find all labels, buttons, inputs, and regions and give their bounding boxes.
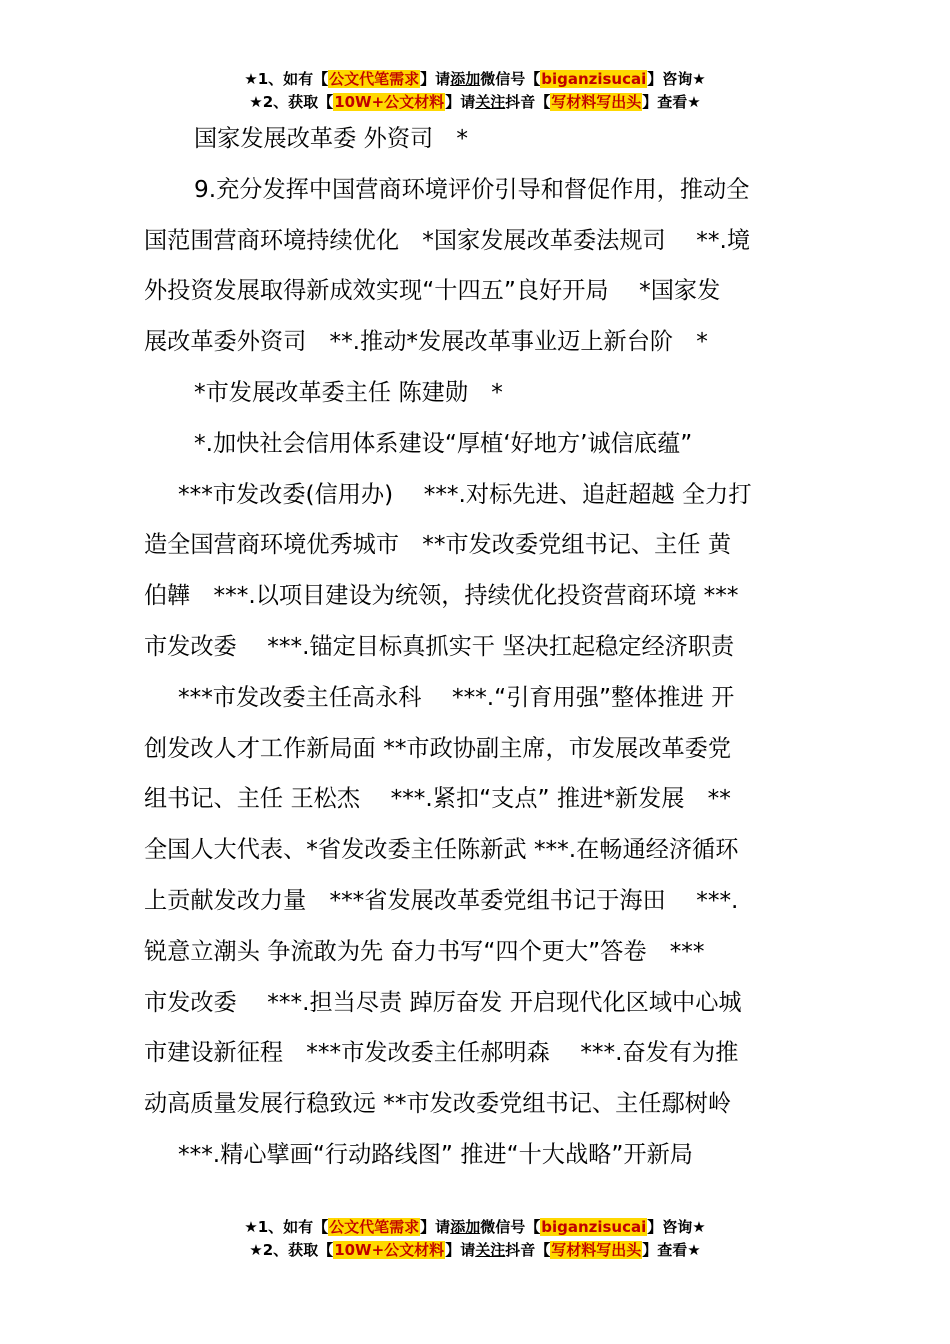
- body-line: 上贡献发改力量 ***省发展改革委党组书记于海田 ***.: [144, 886, 739, 914]
- banner-text: ★2、获取【: [249, 93, 334, 111]
- banner-text: 】咨询★: [647, 1218, 706, 1236]
- body-line: 市建设新征程 ***市发改委主任郝明森 ***.奋发有为推: [144, 1039, 739, 1067]
- underlined-text: 添加: [450, 70, 481, 88]
- body-line: 造全国营商环境优秀城市 **市发改委党组书记、主任 黄: [144, 531, 732, 559]
- body-line: *.加快社会信用体系建设“厚植‘好地方’诚信底蕴”: [194, 429, 693, 457]
- highlight-text: biganzisucai: [541, 70, 647, 88]
- banner-line-1: [0, 1216, 950, 1239]
- banner-text: 】请: [420, 1218, 451, 1236]
- highlight-text: 写材料写出头: [551, 93, 642, 111]
- banner-text: 】查看★: [642, 93, 701, 111]
- banner-text: 微信号【: [480, 70, 541, 88]
- banner-text: 】请: [445, 1241, 476, 1259]
- highlight-text: 公文代笔需求: [329, 1218, 420, 1236]
- header-banner: [0, 68, 950, 114]
- banner-text: ★1、如有【: [244, 1218, 329, 1236]
- body-line: 动高质量发展行稳致远 **市发改委党组书记、主任鄢树岭: [144, 1090, 732, 1118]
- highlight-text: 10W+公文材料: [334, 93, 445, 111]
- body-line: 市发改委 ***.锚定目标真抓实干 坚决扛起稳定经济职责: [144, 632, 735, 660]
- banner-text: 】请: [445, 93, 476, 111]
- highlight-text: 写材料写出头: [551, 1241, 642, 1259]
- banner-line-1: [0, 68, 950, 91]
- body-line: 创发改人才工作新局面 **市政协副主席，市发展改革委党: [144, 734, 732, 762]
- body-line: 外投资发展取得新成效实现“十四五”良好开局 *国家发: [144, 277, 721, 305]
- highlight-text: 10W+公文材料: [334, 1241, 445, 1259]
- highlight-text: 公文代笔需求: [329, 70, 420, 88]
- banner-text: 抖音【: [505, 1241, 551, 1259]
- banner-line-2: [0, 1239, 950, 1262]
- body-line: 锐意立潮头 争流敢为先 奋力书写“四个更大”答卷 ***: [144, 937, 705, 965]
- body-line: 伯韡 ***.以项目建设为统领，持续优化投资营商环境 ***: [144, 582, 739, 610]
- banner-text: 】请: [420, 70, 451, 88]
- body-line: 展改革委外资司 **.推动*发展改革事业迈上新台阶 *: [144, 328, 708, 356]
- highlight-text: biganzisucai: [541, 1218, 647, 1236]
- banner-text: 】咨询★: [647, 70, 706, 88]
- body-line: 国家发展改革委 外资司 *: [194, 125, 469, 152]
- document-body: [144, 114, 808, 1181]
- body-line: ***市发改委主任高永科 ***.“引育用强”整体推进 开: [178, 683, 735, 711]
- body-line: 全国人大代表、*省发改委主任陈新武 ***.在畅通经济循环: [144, 836, 739, 864]
- underlined-text: 关注: [475, 93, 506, 111]
- banner-text: ★1、如有【: [244, 70, 329, 88]
- banner-text: 微信号【: [480, 1218, 541, 1236]
- body-line: 9.充分发挥中国营商环境评价引导和督促作用，推动全: [194, 175, 750, 203]
- banner-text: ★2、获取【: [249, 1241, 334, 1259]
- footer-banner: [0, 1216, 950, 1262]
- body-line: 国范围营商环境持续优化 *国家发展改革委法规司 **.境: [144, 226, 751, 254]
- body-line: 市发改委 ***.担当尽责 踔厉奋发 开启现代化区域中心城: [144, 988, 742, 1016]
- body-line: 组书记、主任 王松杰 ***.紧扣“支点” 推进*新发展 **: [144, 785, 731, 813]
- banner-text: 抖音【: [505, 93, 551, 111]
- body-line: *市发展改革委主任 陈建勋 *: [194, 378, 503, 406]
- banner-line-2: [0, 91, 950, 114]
- banner-text: 】查看★: [642, 1241, 701, 1259]
- body-line: ***.精心擘画“行动路线图” 推进“十大战略”开新局: [178, 1140, 693, 1168]
- underlined-text: 关注: [475, 1241, 506, 1259]
- underlined-text: 添加: [450, 1218, 481, 1236]
- body-line: ***市发改委(信用办) ***.对标先进、追赶超越 全力打: [178, 480, 752, 508]
